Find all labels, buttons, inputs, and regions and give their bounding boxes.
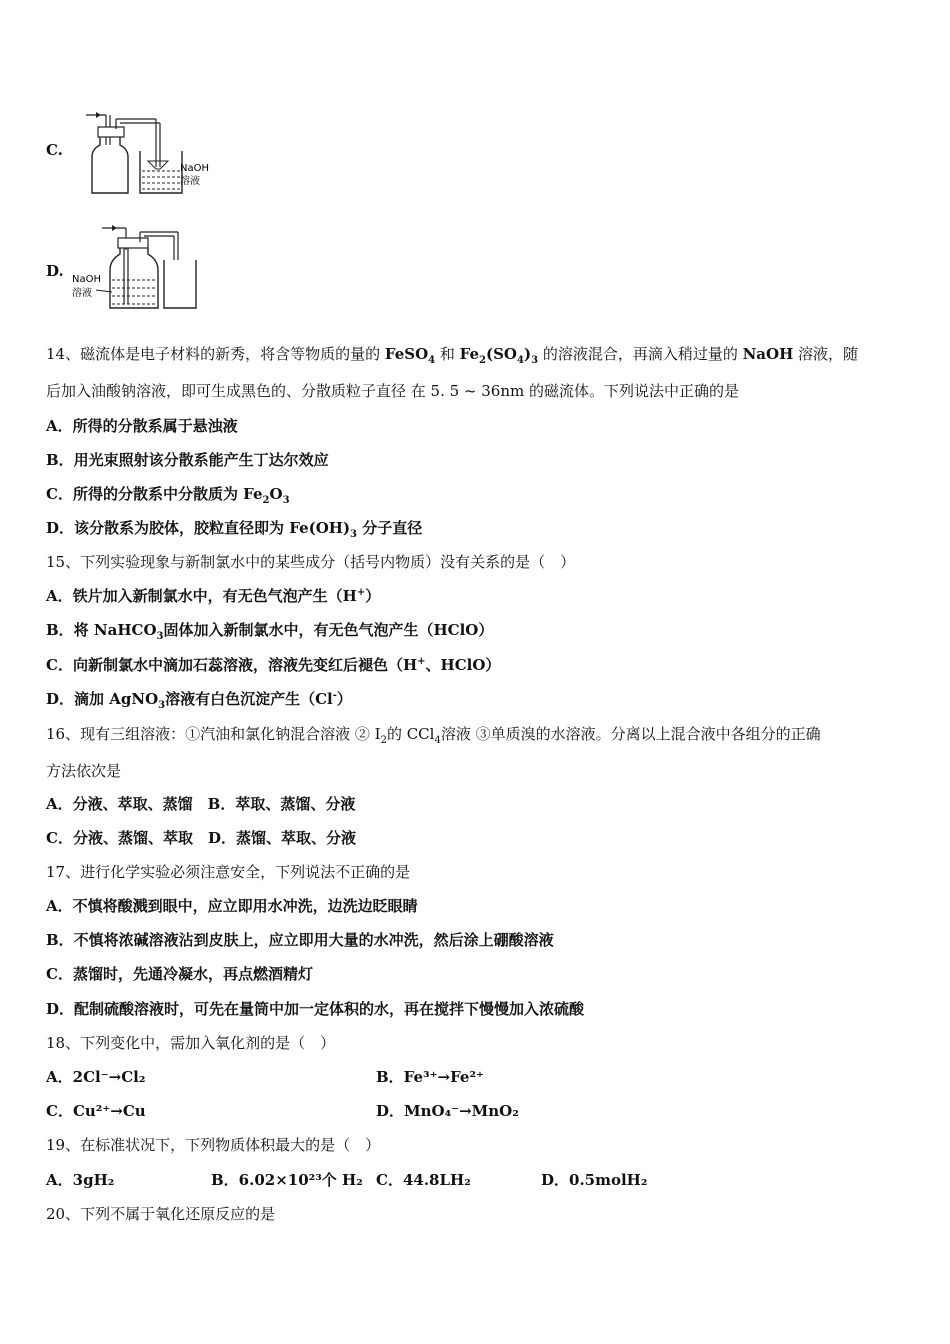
naoh-label-c: NaOH (180, 163, 209, 174)
q14-stem-line2: 后加入油酸钠溶液，即可生成黑色的、分散质粒子直径 在 5. 5 ~ 36nm 的磁流体。下列说法中正确的是 (46, 382, 740, 400)
q14-option-d: D．该分散系为胶体，胶粒直径即为 $Fe(OH)_3$ 分子直径 (46, 519, 423, 540)
q18-option-b: B．Fe³⁺→Fe²⁺ (376, 1068, 484, 1086)
q16-options-row2: C．分液、蒸馏、萃取 D．蒸馏、萃取、分液 (46, 829, 356, 847)
q16-options-row1: A．分液、萃取、蒸馏 B．萃取、蒸馏、分液 (46, 795, 356, 813)
q15-stem: 15、下列实验现象与新制氯水中的某些成分（括号内物质）没有关系的是（ ） (46, 553, 576, 571)
q19-option-c: C．44.8LH₂ (376, 1171, 471, 1189)
q14-option-a: A．所得的分散系属于悬浊液 (46, 417, 238, 435)
q19-option-a: A．3gH₂ (46, 1171, 115, 1189)
q17-option-a: A．不慎将酸溅到眼中，应立即用水冲洗，边洗边眨眼睛 (46, 897, 418, 915)
q14-stem-line1: 14、磁流体是电子材料的新秀，将含等物质的量的 FeSO$_4$ 和 $Fe_2(SO_4)_3$ 的溶液混合，再滴入稍过量的 NaOH 溶液，随 (46, 345, 859, 366)
q14-option-b: B．用光束照射该分散系能产生丁达尔效应 (46, 451, 329, 469)
q17-option-c: C．蒸馏时，先通冷凝水，再点燃酒精灯 (46, 965, 313, 983)
naoh-label-d: NaOH (72, 274, 101, 285)
q19-stem: 19、在标准状况下，下列物质体积最大的是（ ） (46, 1136, 381, 1154)
gas-washing-apparatus-d (72, 220, 212, 312)
q16-stem-line2: 方法依次是 (46, 762, 122, 780)
q18-option-c: C．Cu²⁺→Cu (46, 1102, 146, 1120)
q15-option-b: B．将 NaHCO$_3$固体加入新制氯水中，有无色气泡产生（HClO） (46, 621, 494, 642)
solution-label-c: 溶液 (180, 176, 200, 187)
q18-option-d: D．MnO₄⁻→MnO₂ (376, 1102, 519, 1120)
q15-option-d: D．滴加 AgNO$_3$溶液有白色沉淀产生（Cl-） (46, 690, 352, 711)
option-c-label: C. (46, 141, 63, 159)
q17-stem: 17、进行化学实验必须注意安全，下列说法不正确的是 (46, 863, 411, 881)
q14-option-c: C．所得的分散系中分散质为 $Fe_2O_3$ (46, 485, 290, 506)
q20-stem: 20、下列不属于氧化还原反应的是 (46, 1205, 276, 1223)
option-d-label: D. (46, 262, 64, 280)
solution-label-d: 溶液 (72, 288, 92, 299)
q19-option-b: B．6.02×10²³个 H₂ (211, 1171, 363, 1189)
q16-stem-line1: 16、现有三组溶液：①汽油和氯化钠混合溶液 ② $I_2$的 CCl$_4$溶液 ③单质溴的水溶液。分离以上混合液中各组分的正确 (46, 725, 821, 746)
q18-stem: 18、下列变化中，需加入氧化剂的是（ ） (46, 1034, 336, 1052)
q17-option-b: B．不慎将浓碱溶液沾到皮肤上，应立即用大量的水冲洗，然后涂上硼酸溶液 (46, 931, 554, 949)
q19-option-d: D．0.5molH₂ (541, 1171, 648, 1189)
gas-washing-apparatus-c (84, 105, 224, 200)
q18-option-a: A．2Cl⁻→Cl₂ (46, 1068, 146, 1086)
q17-option-d: D．配制硫酸溶液时，可先在量筒中加一定体积的水，再在搅拌下慢慢加入浓硫酸 (46, 1000, 585, 1018)
q15-option-a: A．铁片加入新制氯水中，有无色气泡产生（H+） (46, 587, 381, 605)
q15-option-c: C．向新制氯水中滴加石蕊溶液，溶液先变红后褪色（H+、HClO） (46, 656, 501, 674)
